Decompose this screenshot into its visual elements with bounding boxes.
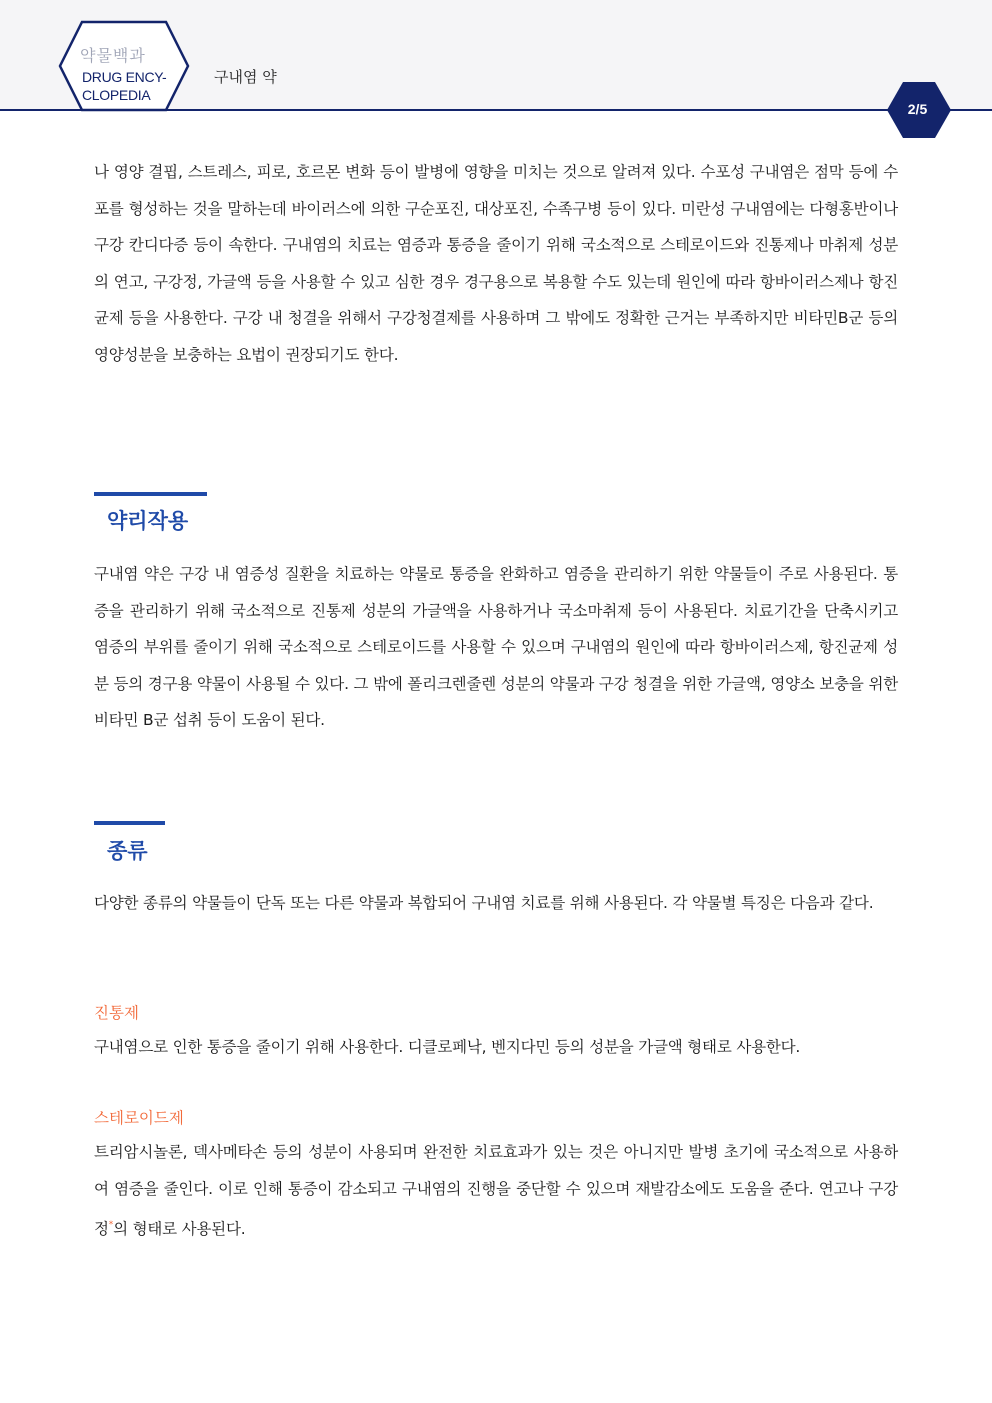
intro-paragraph: 나 영양 결핍, 스트레스, 피로, 호르몬 변화 등이 발병에 영향을 미치는 것으로 알려져 있다. 수포성 구내염은 점막 등에 수포를 형성하는 것을 말하는데 바이러스에 의한 구순포진, 대상포진, 수족구병 등이 있다. 미란성 구내염에는 다형홍반이나 구강 칸디다증 등이 속한다. 구내염의 치료는 염증과 통증을 줄이기 위해 국소적으로 스테로이드와 진통제나 마취제 성분의 연고, 구강정, 가글액 등을 사용할 수 있고 심한 경우 경구용으로 복용할 수도 있는데 원인에 따라 항바이러스제나 항진균제 등을 사용한다. 구강 내 청결을 위해서 구강청결제를 사용하며 그 밖에도 정확한 근거는 부족하지만 비타민B군 등의 영양성분을 보충하는 요법이 권장되기도 한다. bbox=[94, 163, 898, 364]
document-title: 구내염 약 bbox=[214, 68, 277, 86]
section-bar-pharmacology bbox=[94, 492, 207, 496]
footnote-marker: * bbox=[108, 1220, 114, 1230]
types-paragraph: 다양한 종류의 약물들이 단독 또는 다른 약물과 복합되어 구내염 치료를 위해 사용된다. 각 약물별 특징은 다음과 같다. bbox=[94, 894, 874, 912]
logo-english-line-1: DRUG ENCY- bbox=[82, 69, 167, 85]
logo-english-line-2: CLOPEDIA bbox=[82, 87, 151, 103]
steroid-text-part-2: 의 형태로 사용된다. bbox=[113, 1220, 246, 1238]
page-indicator: 2/5 bbox=[907, 101, 928, 117]
analgesic-paragraph: 구내염으로 인한 통증을 줄이기 위해 사용한다. 디클로페낙, 벤지다민 등의 성분을 가글액 형태로 사용한다. bbox=[94, 1038, 801, 1056]
steroid-paragraph bbox=[94, 1134, 898, 1248]
subsection-title-steroid: 스테로이드제 bbox=[94, 1109, 184, 1127]
section-title-pharmacology: 약리작용 bbox=[107, 509, 189, 533]
logo-english-text bbox=[82, 68, 166, 104]
logo-korean-text: 약물백과 bbox=[80, 46, 146, 65]
pharmacology-paragraph: 구내염 약은 구강 내 염증성 질환을 치료하는 약물로 통증을 완화하고 염증을 관리하기 위한 약물들이 주로 사용된다. 통증을 관리하기 위해 국소적으로 진통제 성분의 가글액을 사용하거나 국소마취제 등이 사용된다. 치료기간을 단축시키고 염증의 부위를 줄이기 위해 국소적으로 스테로이드를 사용할 수 있으며 구내염의 원인에 따라 항바이러스제, 항진균제 성분 등의 경구용 약물이 사용될 수 있다. 그 밖에 폴리크렌줄렌 성분의 약물과 구강 청결을 위한 가글액, 영양소 보충을 위한 비타민 B군 섭취 등이 도움이 된다. bbox=[94, 565, 898, 729]
section-title-types: 종류 bbox=[107, 839, 148, 863]
section-bar-types bbox=[94, 821, 165, 825]
header-divider bbox=[0, 109, 992, 111]
subsection-title-analgesic: 진통제 bbox=[94, 1004, 139, 1022]
steroid-text-part-1: 트리암시놀론, 덱사메타손 등의 성분이 사용되며 완전한 치료효과가 있는 것은 아니지만 발병 초기에 국소적으로 사용하여 염증을 줄인다. 이로 인해 통증이 감소되고 구내염의 진행을 중단할 수 있으며 재발감소에도 도움을 준다. 연고나 구강정 bbox=[94, 1143, 898, 1238]
